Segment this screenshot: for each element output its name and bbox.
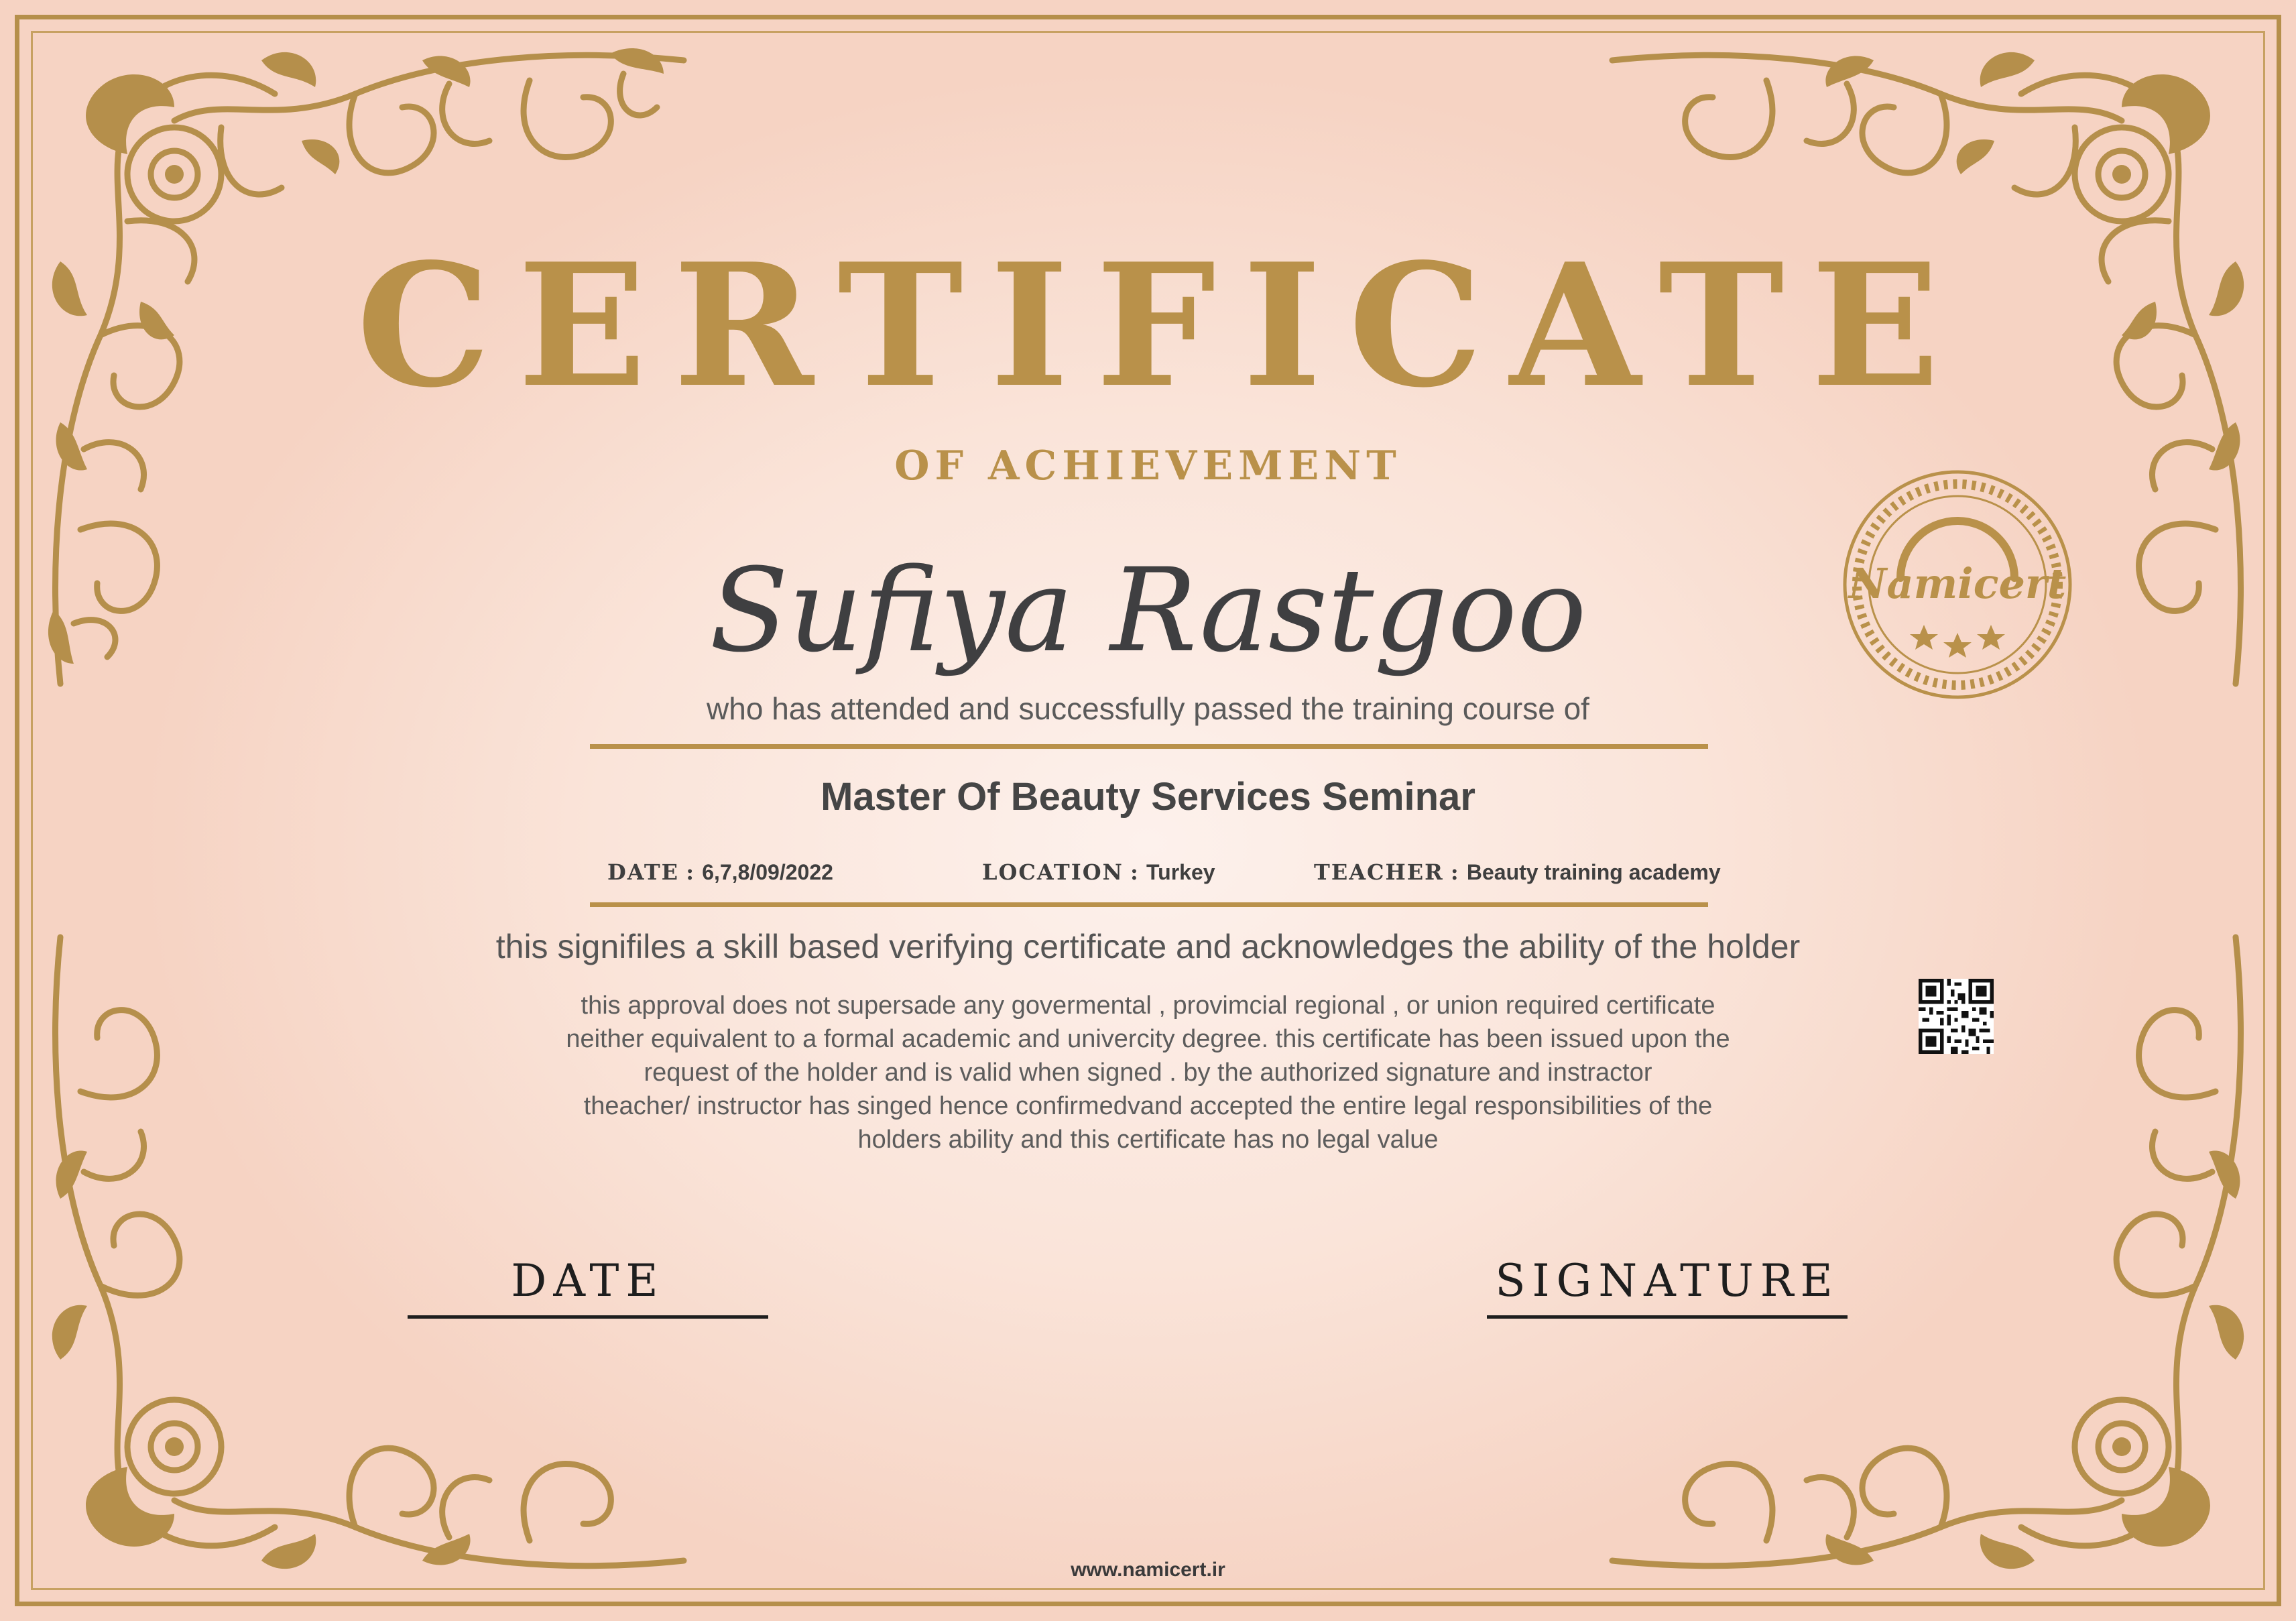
signifies-statement: this signifiles a skill based verifying certificate and acknowledges the ability of the holder (495, 928, 1801, 965)
location-detail-value: Turkey (1146, 860, 1215, 884)
date-detail-label: DATE (607, 859, 680, 885)
website-link[interactable]: www.namicert.ir (1071, 1559, 1225, 1581)
disclaimer-line: this approval does not supersade any govermental , provimcial regional , or union required certificate (581, 992, 1715, 1020)
teacher-detail-value: Beauty training academy (1466, 860, 1721, 884)
date-detail-value: 6,7,8/09/2022 (702, 860, 833, 884)
seal-text: Namicert (1848, 559, 2067, 608)
location-detail-label: LOCATION (982, 859, 1124, 885)
location-detail (982, 859, 1215, 885)
gold-divider-bottom (590, 902, 1708, 907)
course-title: Master Of Beauty Services Seminar (821, 775, 1475, 819)
teacher-detail (1314, 859, 1721, 885)
attended-statement: who has attended and successfully passed the training course of (707, 691, 1589, 726)
qr-code-icon[interactable] (1919, 979, 1994, 1054)
footer-date-label: DATE (511, 1255, 665, 1307)
certificate-subtitle: OF ACHIEVEMENT (894, 442, 1402, 489)
disclaimer-line: request of the holder and is valid when signed . by the authorized signature and instractor (644, 1059, 1652, 1087)
footer-signature-label: SIGNATURE (1495, 1255, 1839, 1307)
disclaimer-line: holders ability and this certificate has no legal value (857, 1126, 1439, 1154)
disclaimer-text (523, 989, 1773, 1156)
teacher-detail-separator: : (1450, 859, 1460, 885)
date-detail (607, 859, 833, 885)
recipient-name: Sufiya Rastgoo (709, 543, 1587, 678)
certificate-title: CERTIFICATE (356, 227, 1967, 425)
teacher-detail-label: TEACHER (1314, 859, 1444, 885)
namicert-seal-icon (1837, 464, 2078, 705)
location-detail-separator: : (1130, 859, 1140, 885)
date-signature-line (408, 1315, 768, 1319)
disclaimer-line: theacher/ instructor has singed hence confirmedvand accepted the entire legal responsibilities of the (583, 1092, 1713, 1120)
date-detail-separator: : (686, 859, 696, 885)
signature-line (1487, 1315, 1848, 1319)
gold-divider-top (590, 744, 1708, 749)
disclaimer-line: neither equivalent to a formal academic and univercity degree. this certificate has been issued upon the (566, 1025, 1730, 1053)
